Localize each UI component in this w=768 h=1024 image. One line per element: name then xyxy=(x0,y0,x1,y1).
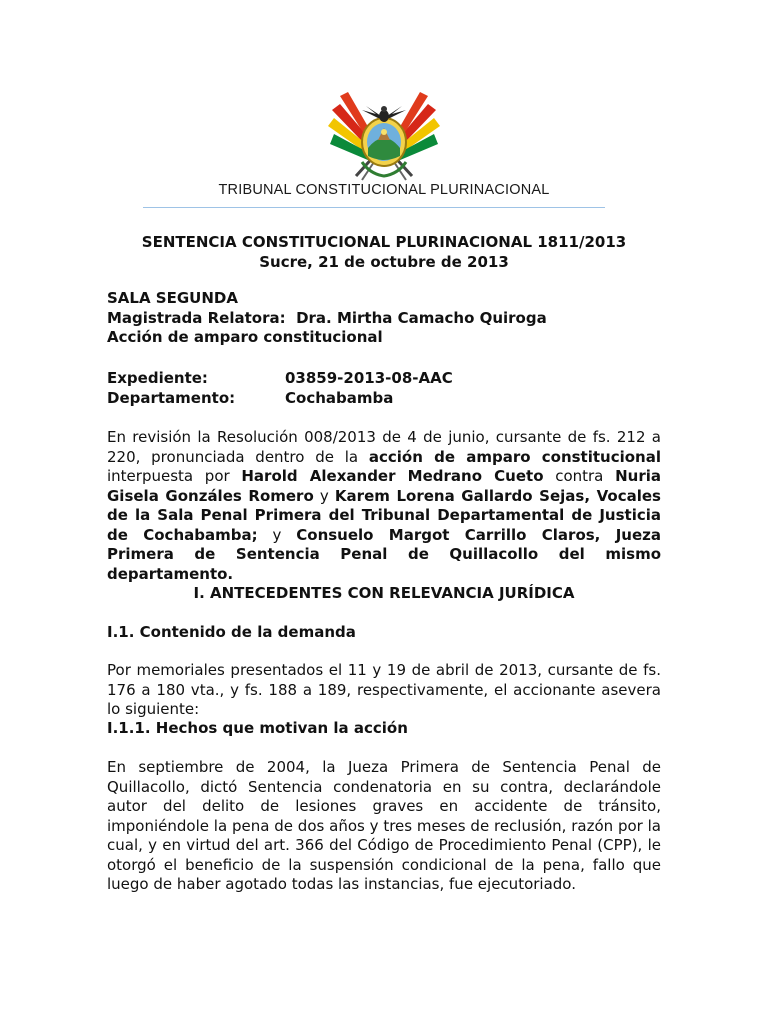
case-file-info xyxy=(107,369,661,408)
relatora-line xyxy=(107,309,661,329)
subsection-heading-contenido: I.1. Contenido de la demanda xyxy=(107,623,356,641)
revision-text-1: En revisión la Resolución 008/2013 de 4 de junio, cursante de fs. 212 a 220, pronunciada dentro de la xyxy=(107,428,661,466)
revision-text xyxy=(107,428,661,584)
organization-name: TRIBUNAL CONSTITUCIONAL PLURINACIONAL xyxy=(218,182,550,198)
section-heading-antecedentes: I. ANTECEDENTES CON RELEVANCIA JURÍDICA xyxy=(193,584,575,602)
header-divider xyxy=(143,207,605,208)
expediente-label: Expediente: xyxy=(107,369,208,387)
departamento-row xyxy=(107,389,661,409)
relatora-label: Magistrada Relatora: xyxy=(107,308,286,327)
relatora-value: Dra. Mirtha Camacho Quiroga xyxy=(296,308,547,327)
document-title xyxy=(107,233,661,272)
revision-bold-3: Nuria Gisela Gonzáles Romero xyxy=(107,467,661,505)
revision-text-4: y xyxy=(313,486,335,505)
accion-type: Acción de amparo constitucional xyxy=(107,328,383,346)
revision-bold-1: acción de amparo constitucional xyxy=(368,447,661,466)
departamento-label: Departamento: xyxy=(107,388,236,407)
departamento-value: Cochabamba xyxy=(285,388,394,407)
revision-paragraph xyxy=(107,428,661,584)
expediente-value: 03859-2013-08-AAC xyxy=(285,369,453,387)
revision-text-3: contra xyxy=(543,467,616,485)
revision-text-2: interpuesta por xyxy=(107,467,242,485)
revision-bold-5: Consuelo Margot Carrillo Claros, Jueza Primera de Sentencia Penal de Quillacollo del mismo departamento. xyxy=(107,525,661,583)
memoriales-paragraph: Por memoriales presentados el 11 y 19 de abril de 2013, cursante de fs. 176 a 180 vta., y fs. 188 a 189, respectivamente, el accionante asevera lo siguiente: xyxy=(107,661,661,718)
subsection-heading-hechos: I.1.1. Hechos que motivan la acción xyxy=(107,719,408,737)
case-meta xyxy=(107,289,661,348)
bolivia-coat-of-arms-icon xyxy=(326,92,442,184)
revision-bold-2: Harold Alexander Medrano Cueto xyxy=(241,467,544,485)
revision-bold-4: Karem Lorena Gallardo Sejas, Vocales de la Sala Penal Primera del Tribunal Departamental de Justicia de Cochabamba; xyxy=(107,486,661,544)
sala-label: SALA SEGUNDA xyxy=(107,289,238,307)
revision-text-5: y xyxy=(257,525,297,544)
sentence-date: Sucre, 21 de octubre de 2013 xyxy=(259,252,509,271)
expediente-row xyxy=(107,369,661,389)
hechos-paragraph: En septiembre de 2004, la Jueza Primera de Sentencia Penal de Quillacollo, dictó Sentencia condenatoria en su contra, declarándole autor del delito de lesiones graves en accidente de tránsito, imponiéndole la pena de dos años y tres meses de reclusión, razón por la cual, y en virtud del art. 366 del Código de Procedimiento Penal (CPP), le otorgó el beneficio de la suspensión condicional de la pena, fallo que luego de haber agotado todas las instancias, fue ejecutoriado. xyxy=(107,758,661,893)
sentence-number: SENTENCIA CONSTITUCIONAL PLURINACIONAL 1811/2013 xyxy=(141,233,627,251)
